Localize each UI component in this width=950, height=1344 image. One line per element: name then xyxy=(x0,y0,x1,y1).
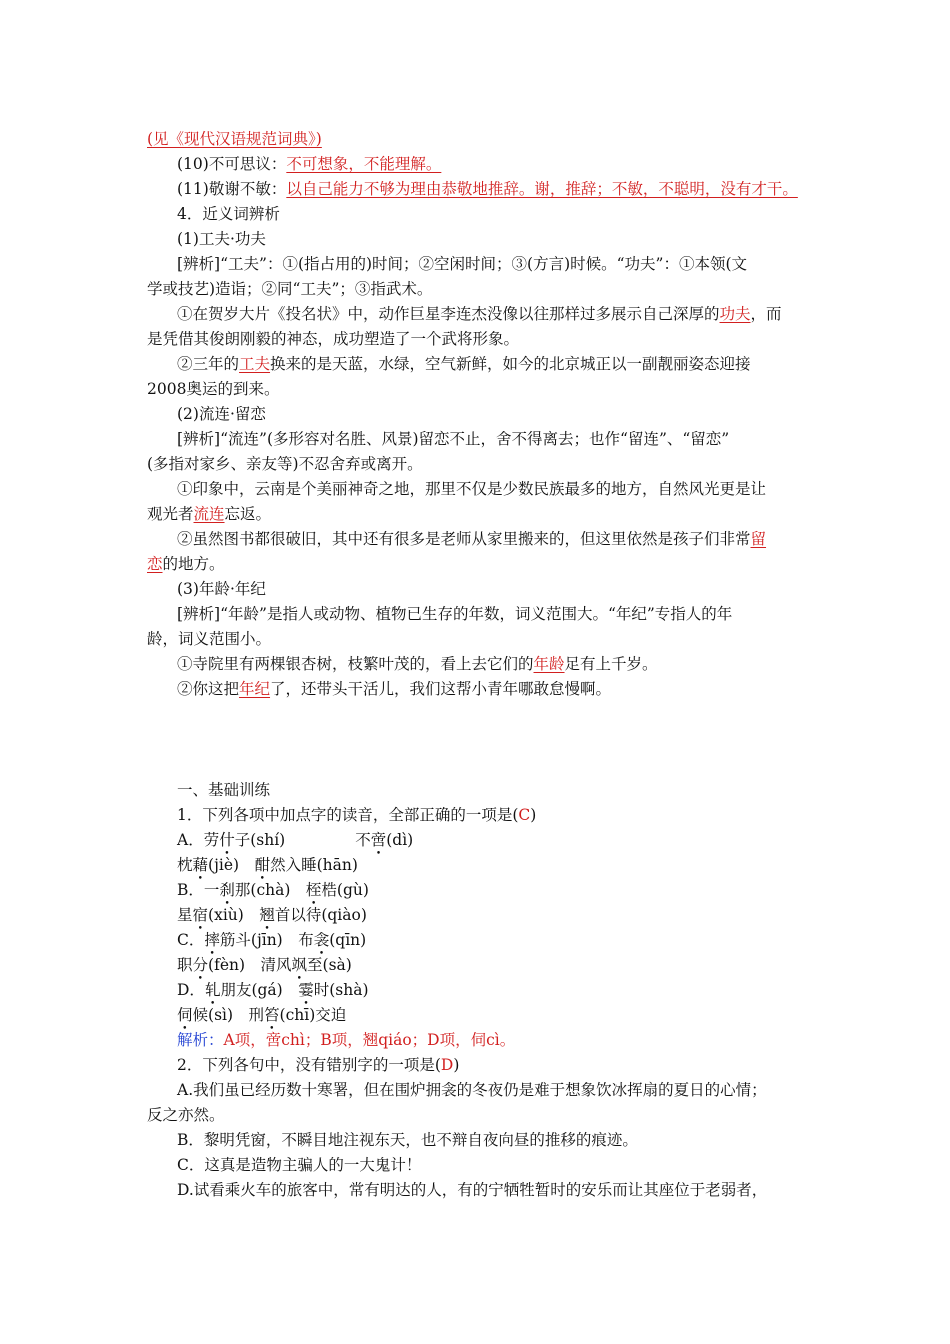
option-text: 候(sì) 刑 xyxy=(192,1006,265,1024)
option-line xyxy=(177,955,352,975)
option-text: 首以待(qiào) xyxy=(274,906,367,924)
question-text: 2．下列各句中，没有错别字的一项是( xyxy=(177,1056,441,1074)
example-line: 2008奥运的到来。 xyxy=(147,380,280,398)
example-line xyxy=(177,354,751,374)
dotted-char: 分 xyxy=(192,956,209,974)
section-title: 4．近义词辨析 xyxy=(177,205,280,223)
option-line xyxy=(177,880,369,900)
dotted-char: 刹 xyxy=(219,881,235,899)
example-answer: 恋 xyxy=(147,555,163,573)
example-answer: 年龄 xyxy=(533,655,565,673)
dotted-char: 什 xyxy=(219,831,235,849)
analysis-line: [辨析]“工夫”：①(指占用的)时间；②空闲时间；③(方言)时候。“功夫”：①本领(文 xyxy=(177,255,748,273)
question-stem xyxy=(177,805,536,825)
option-text: (fèn) 清风 xyxy=(208,956,292,974)
question-text: 1．下列各项中加点字的读音，全部正确的一项是( xyxy=(177,806,519,824)
option-text: D． xyxy=(177,981,205,999)
option-text: 那(chà) xyxy=(234,881,306,899)
analysis-text: A项，啻chì；B项，翘qiáo；D项，伺cì。 xyxy=(223,1031,516,1049)
dictionary-note-text: (见《现代汉语规范词典》) xyxy=(147,130,322,148)
option-line: A.我们虽已经历数十寒署，但在围炉拥衾的冬夜仍是难于想象饮冰挥扇的夏日的心情； xyxy=(177,1081,767,1099)
dotted-char: 啻 xyxy=(370,831,387,849)
example-line xyxy=(177,529,766,549)
dotted-char: 摔 xyxy=(204,931,220,949)
option-line xyxy=(177,855,358,875)
option-text: 时(shà) xyxy=(313,981,369,999)
dotted-char: 飒 xyxy=(291,956,308,974)
analysis-line: [辨析]“年龄”是指人或动物、植物已生存的年数，词义范围大。“年纪”专指人的年 xyxy=(177,605,733,623)
dotted-char: 伺 xyxy=(177,1006,193,1024)
dotted-char: 霎 xyxy=(298,981,314,999)
example-answer: 年纪 xyxy=(239,680,271,698)
dotted-char: 宿 xyxy=(192,906,209,924)
example-line xyxy=(177,679,611,699)
option-line: D.试看乘火车的旅客中，常有明达的人，有的宁牺牲暂时的安乐而让其座位于老弱者， xyxy=(177,1181,768,1199)
analysis-line: [辨析]“流连”(多形容对名胜、风景)留恋不止，舍不得离去；也作“留连”、“留恋” xyxy=(177,430,730,448)
example-text: 换来的是天蓝，水绿，空气新鲜，如今的北京城正以一副靓丽姿态迎接 xyxy=(270,355,751,373)
dotted-char: 桎 xyxy=(305,881,322,899)
example-text: ①寺院里有两棵银杏树，枝繁叶茂的，看上去它们的 xyxy=(177,655,534,673)
analysis-answer xyxy=(177,1030,515,1050)
option-text: 朋友(gá) xyxy=(220,981,299,999)
option-text: 枕 xyxy=(177,856,193,874)
dotted-char: 衾 xyxy=(313,931,330,949)
option-text: 梏(gù) xyxy=(321,881,369,899)
analysis-line: 龄，词义范围小。 xyxy=(147,630,272,648)
definition-answer: 以自己能力不够为理由恭敬地推辞。谢，推辞；不敏，不聪明，没有才干。 xyxy=(286,180,798,198)
definition-answer: 不可想象，不能理解。 xyxy=(286,155,442,173)
option-text: 筋斗(jīn) 布 xyxy=(219,931,314,949)
definition-10 xyxy=(177,154,441,174)
example-text: 的地方。 xyxy=(162,555,225,573)
example-answer: 留 xyxy=(750,530,767,548)
option-line xyxy=(177,980,369,1000)
question-text: ) xyxy=(530,806,537,824)
option-text: (dì) xyxy=(386,831,414,849)
option-text: 然入睡(hān) xyxy=(270,856,358,874)
option-line xyxy=(177,905,367,925)
example-text: ②三年的 xyxy=(177,355,240,373)
example-answer: 工夫 xyxy=(239,355,271,373)
option-text: 不 xyxy=(355,831,371,849)
option-line xyxy=(177,930,366,950)
definition-term: (10)不可思议： xyxy=(177,155,287,173)
question-text: ) xyxy=(453,1056,460,1074)
option-text: A．劳 xyxy=(177,831,220,849)
option-line: B．黎明凭窗，不瞬目地注视东天，也不辩自夜向昼的推移的痕迹。 xyxy=(177,1131,638,1149)
example-line xyxy=(147,504,271,524)
option-text: (xiù) xyxy=(208,906,260,924)
section-heading: 一、基础训练 xyxy=(177,781,271,799)
dotted-char: 轧 xyxy=(204,981,221,999)
question-stem xyxy=(177,1055,459,1075)
dotted-char: 藉 xyxy=(192,856,209,874)
option-text: 子(shí) xyxy=(234,831,286,849)
option-line: 反之亦然。 xyxy=(147,1106,225,1124)
pair-title: (2)流连·留恋 xyxy=(177,405,266,423)
definition-11 xyxy=(177,179,798,199)
dotted-char: 翘 xyxy=(259,906,275,924)
option-text: 职 xyxy=(177,956,193,974)
example-text: 了，还带头干活儿，我们这帮小青年哪敢怠慢啊。 xyxy=(270,680,612,698)
example-text: ②虽然图书都很破旧，其中还有很多是老师从家里搬来的，但这里依然是孩子们非常 xyxy=(177,530,751,548)
example-text: 观光者 xyxy=(147,505,194,523)
option-text: B．一 xyxy=(177,881,220,899)
analysis-label: 解析： xyxy=(177,1031,224,1049)
question-answer: D xyxy=(440,1056,454,1074)
option-text: (qīn) xyxy=(329,931,367,949)
example-text: ②你这把 xyxy=(177,680,240,698)
example-text: ①在贺岁大片《投名状》中，动作巨星李连杰没像以往那样过多展示自己深厚的 xyxy=(177,305,720,323)
analysis-line: 学或技艺)造诣；②同“工夫”；③指武术。 xyxy=(147,280,433,298)
option-line xyxy=(177,830,413,850)
option-text: (chī)交迫 xyxy=(279,1006,347,1024)
example-line: ①印象中，云南是个美丽神奇之地，那里不仅是少数民族最多的地方，自然风光更是让 xyxy=(177,480,767,498)
example-line xyxy=(177,304,782,324)
example-line xyxy=(147,554,225,574)
option-text: 星 xyxy=(177,906,193,924)
definition-term: (11)敬谢不敏： xyxy=(177,180,287,198)
example-text: 忘返。 xyxy=(224,505,272,523)
example-line xyxy=(177,654,658,674)
option-text: C． xyxy=(177,931,205,949)
example-answer: 功夫 xyxy=(719,305,751,323)
dotted-char: 笞 xyxy=(264,1006,280,1024)
analysis-line: (多指对家乡、亲友等)不忍舍弃或离开。 xyxy=(147,455,423,473)
example-text: 足有上千岁。 xyxy=(564,655,658,673)
dictionary-note xyxy=(147,129,322,149)
pair-title: (3)年龄·年纪 xyxy=(177,580,266,598)
example-text: ，而 xyxy=(750,305,782,323)
example-line: 是凭借其俊朗刚毅的神态，成功塑造了一个武将形象。 xyxy=(147,330,520,348)
option-text: 至(sà) xyxy=(307,956,352,974)
option-line xyxy=(177,1005,346,1025)
option-line: C．这真是造物主骗人的一大鬼计！ xyxy=(177,1156,422,1174)
option-text: (jiè) xyxy=(208,856,255,874)
question-answer: C xyxy=(518,806,531,824)
pair-title: (1)工夫·功夫 xyxy=(177,230,266,248)
dotted-char: 酣 xyxy=(254,856,271,874)
example-answer: 流连 xyxy=(193,505,225,523)
